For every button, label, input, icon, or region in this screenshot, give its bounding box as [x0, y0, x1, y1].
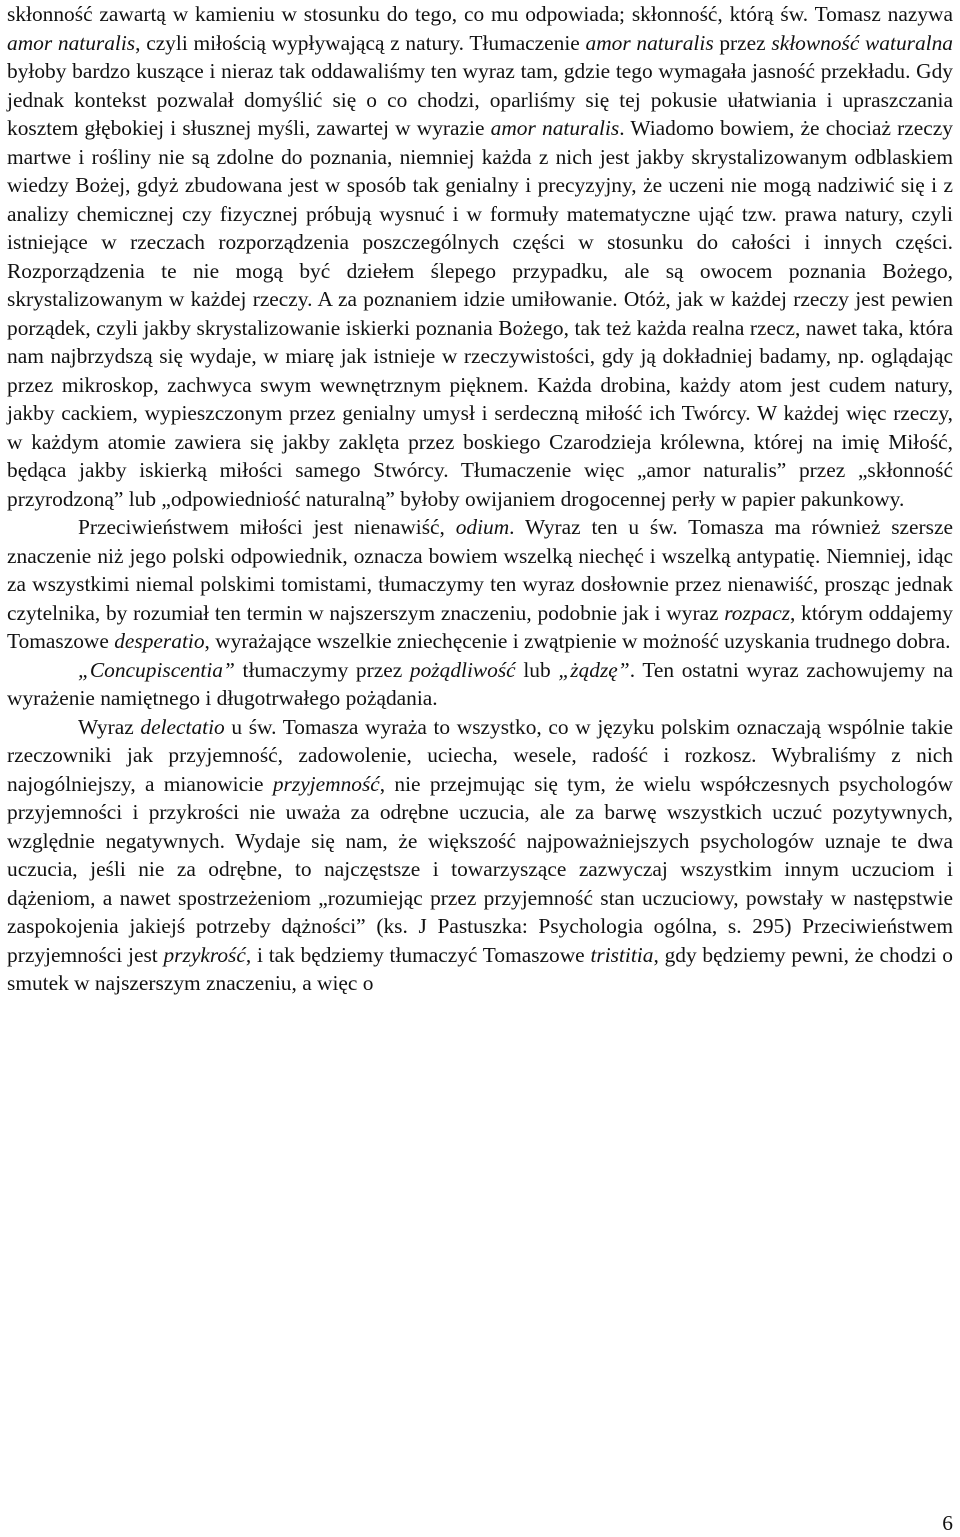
text-run: , i tak będziemy tłumaczyć Tomaszowe	[245, 942, 591, 967]
italic-term: desperatio	[114, 629, 205, 653]
text-run: Przeciwieństwem miłości jest nienawiść,	[78, 515, 456, 539]
paragraph	[7, 0, 953, 513]
text-run: , wyrażające wszelkie zniechęcenie i zwątpienie w możność uzyskania trudnego dobra.	[204, 629, 951, 653]
text-run: tłumaczymy przez	[234, 657, 410, 682]
paragraph	[7, 713, 953, 998]
text-run: , gdy będziemy pewni, że chodzi o smutek w najszerszym znaczeniu, a więc o	[7, 942, 953, 995]
italic-term: amor naturalis	[7, 30, 136, 55]
paragraph	[7, 656, 953, 713]
page-number: 6	[942, 1511, 953, 1535]
italic-term: „żądzę”	[558, 657, 630, 682]
italic-term: amor naturalis	[490, 116, 620, 140]
text-run: . Wyraz ten u św. Tomasza ma również szersze znaczenie niż jego polski odpowiednik, oznacza bowiem wszelką niechęć i wszelką antypatię. Niemniej, idąc za wszystkimi niemal polskimi tomistami, tłumaczymy ten wyraz dosłownie przez nienawiść, prosząc jednak czytelnika, by rozumiał ten termin w najszerszym znaczeniu, podobnie jak i wyraz	[7, 515, 953, 625]
text-run: . Ten ostatni wyraz zachowujemy na wyrażenie namiętnego i długotrwałego pożądania.	[7, 657, 954, 710]
text-run: przez	[713, 30, 772, 55]
text-run: skłonność zawartą w kamieniu w stosunku do tego, co mu odpowiada; skłonność, którą św. Tomasz nazywa	[7, 2, 953, 26]
italic-term: odium	[455, 515, 510, 539]
italic-term: „Concupiscentia”	[78, 657, 235, 682]
italic-term: rozpacz	[724, 600, 791, 625]
text-run: , którym oddajemy Tomaszowe	[7, 600, 953, 653]
text-run: lub	[515, 657, 559, 682]
text-run: , nie przejmując się tym, że wielu współczesnych psychologów przyjemności i przykrości nie uważa za odrębne uczucia, ale za barwę wszystkich uczuć pozytywnych, względnie negatywnych. Wydaje się nam, że większość najpoważniejszych psychologów uznaje te dwa uczucia, jeśli nie za odrębne, to najczęstsze i towarzyszące zazwyczaj wszystkim innym uczuciom i dążeniom, a nawet spostrzeżeniom „rozumiejąc przez przyjemność stan uczuciowy, powstały w następstwie zaspokojenia jakiejś potrzeby dążności” (ks. J Pastuszka: Psychologia ogólna, s. 295) Przeciwieństwem przyjemności jest	[7, 771, 953, 967]
italic-term: pożądliwość	[409, 657, 516, 682]
text-run: . Wiadomo bowiem, że chociaż rzeczy martwe i rośliny nie są zdolne do poznania, niemniej każda z nich jest jakby skrystalizowanym odblaskiem wiedzy Bożej, gdyż zbudowana jest w sposób tak genialny i precyzyjny, że uczeni nie mogą nadziwić się i z analizy chemicznej czy fizycznej próbują wysnuć i w formuły matematyczne ująć tzw. prawa natury, czyli istniejące w rzeczach rozporządzenia poszczególnych części w stosunku do całości i innych części. Rozporządzenia te nie mogą być dziełem ślepego przypadku, ale są owocem poznania Bożego, skrystalizowanym w każdej rzeczy. A za poznaniem idzie umiłowanie. Otóż, jak w każdej rzeczy jest pewien porządek, czyli jakby skrystalizowanie iskierki poznania Bożego, tak też każda realna rzecz, nawet taka, która nam najbrzydszą się wydaje, w miarę jak istnieje w rzeczywistości, gdy ją dokładniej badamy, np. oglądając przez mikroskop, zachwyca swym wewnętrznym pięknem. Każda drobina, każdy atom jest cudem natury, jakby cackiem, wypieszczonym przez genialny umysł i serdeczną miłość ich Twórcy. W każdej więc rzeczy, w każdym atomie zawiera się jakby zaklęta przez boskiego Czarodzieja królewna, której na imię Miłość, będąca jakby iskierką miłości samego Stwórcy. Tłumaczenie więc „amor naturalis” przez „skłonność przyrodzoną” lub „odpowiedniość naturalną” byłoby owijaniem drogocennej perły w papier pakunkowy.	[7, 116, 953, 511]
italic-term: przykrość	[163, 942, 246, 967]
text-run: u św. Tomasza wyraża to wszystko, co w języku polskim oznaczają wspólnie takie rzeczowniki jak przyjemność, zadowolenie, uciecha, wesele, radość i rozkosz. Wybraliśmy z nich najogólniejszy, a mianowicie	[7, 714, 954, 796]
text-run: byłoby bardzo kuszące i nieraz tak oddawaliśmy ten wyraz tam, gdzie tego wymagała jasność przekładu. Gdy jednak kontekst pozwalał domyślić się o co chodzi, oparliśmy się tej pokusie ułatwiania i upraszczania kosztem głębokiej i słusznej myśli, zawartej w wyrazie	[7, 59, 953, 140]
body-text	[7, 0, 953, 998]
text-run: Wyraz	[78, 714, 141, 739]
italic-term: skłowność waturalna	[771, 30, 953, 55]
italic-term: tristitia	[590, 942, 654, 967]
italic-term: amor naturalis	[585, 30, 714, 55]
text-run: , czyli miłością wypływającą z natury. Tłumaczenie	[135, 30, 586, 55]
italic-term: delectatio	[140, 714, 225, 739]
paragraph	[7, 513, 953, 656]
italic-term: przyjemność	[272, 771, 380, 796]
